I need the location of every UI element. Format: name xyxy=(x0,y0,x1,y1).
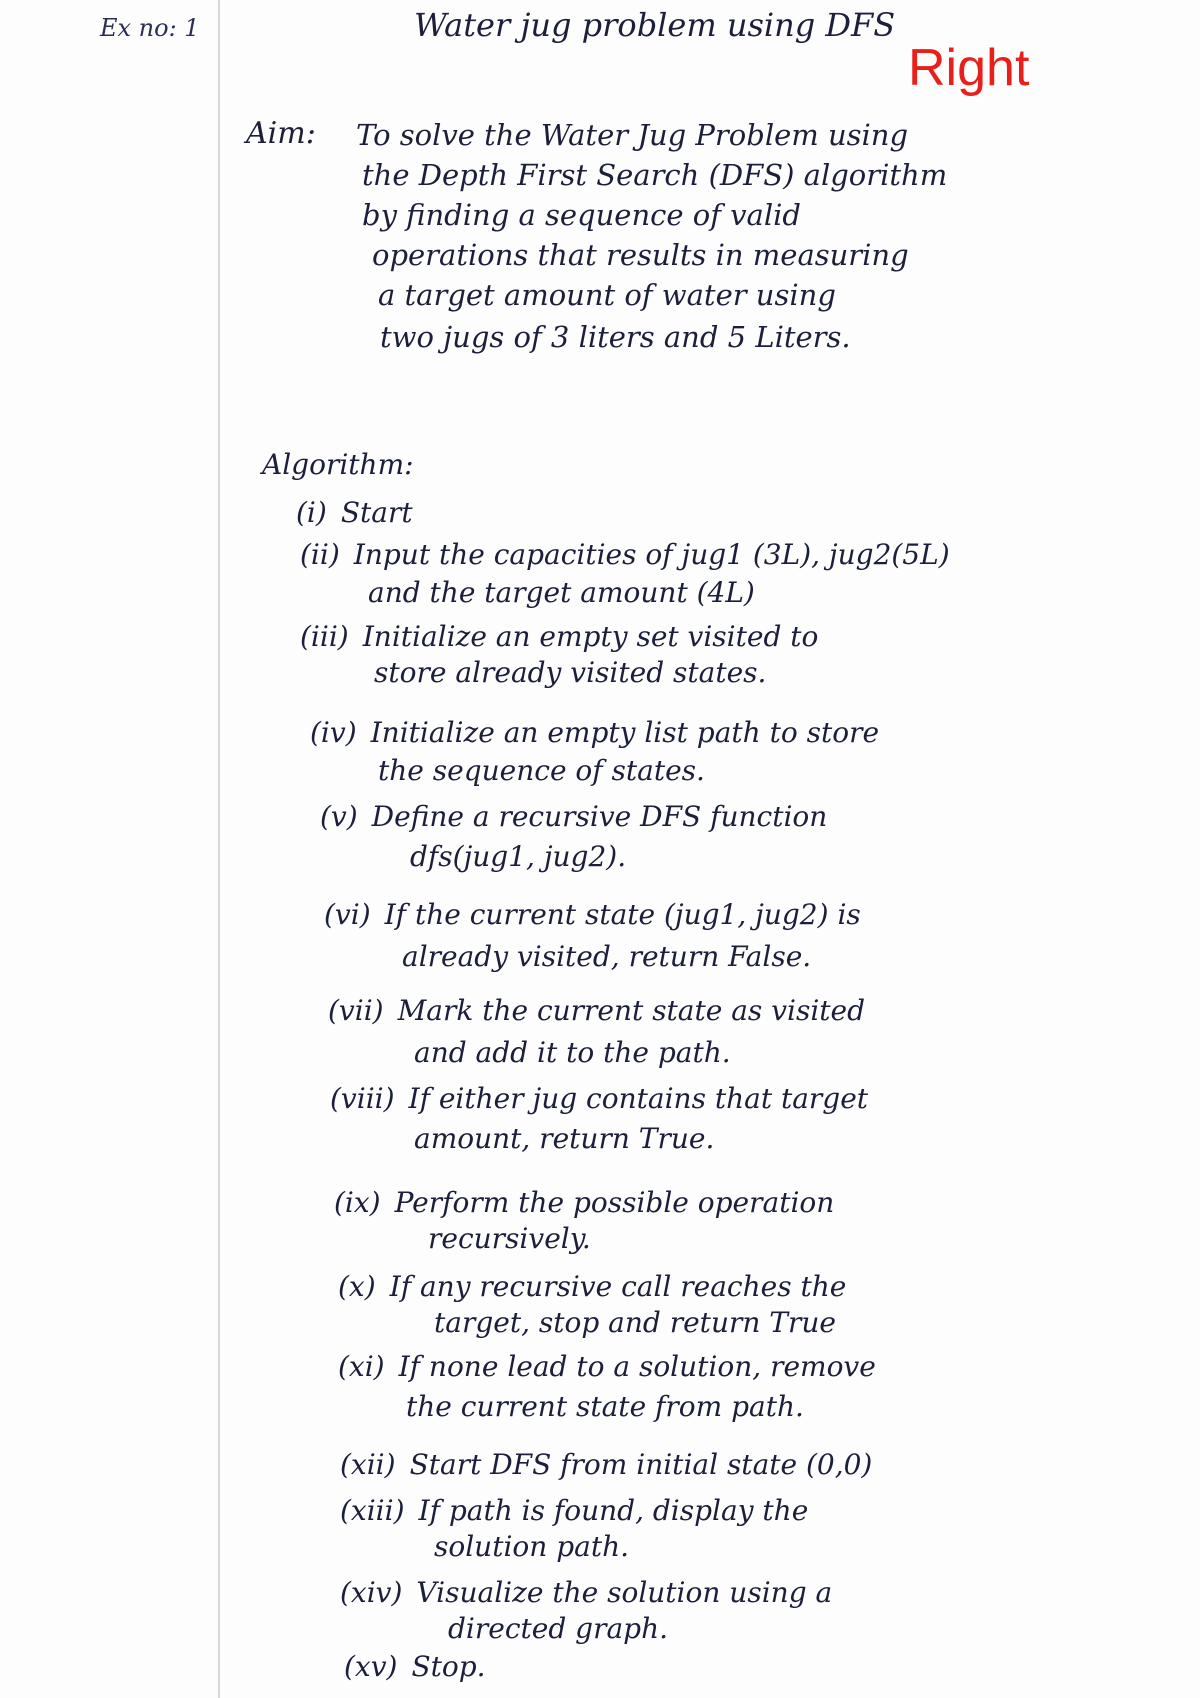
step-text: the current state from path. xyxy=(406,1390,804,1423)
algorithm-step xyxy=(320,800,827,833)
step-text: Input the capacities of jug1 (3L), jug2(5L) xyxy=(353,538,950,571)
algorithm-step xyxy=(340,1494,808,1527)
aim-line: operations that results in measuring xyxy=(372,238,909,272)
aim-line: the Depth First Search (DFS) algorithm xyxy=(362,158,948,192)
algorithm-step xyxy=(344,1650,486,1683)
algorithm-step xyxy=(310,716,879,749)
algorithm-step xyxy=(338,1350,876,1383)
step-text: dfs(jug1, jug2). xyxy=(410,840,627,873)
step-number: (x) xyxy=(338,1270,376,1303)
step-text: Start DFS from initial state (0,0) xyxy=(409,1448,873,1481)
algorithm-step xyxy=(300,620,818,653)
grading-mark: Right xyxy=(908,39,1030,97)
step-number: (xi) xyxy=(338,1350,385,1383)
algorithm-step xyxy=(296,496,413,529)
exercise-number: Ex no: 1 xyxy=(100,14,200,42)
step-number: (vi) xyxy=(324,898,371,931)
aim-label: Aim: xyxy=(246,116,316,151)
aim-line: To solve the Water Jug Problem using xyxy=(356,118,909,152)
step-number: (ix) xyxy=(334,1186,381,1219)
algorithm-step xyxy=(328,994,865,1027)
step-text: target, stop and return True xyxy=(434,1306,836,1339)
step-number: (v) xyxy=(320,800,358,833)
step-number: (xiv) xyxy=(340,1576,403,1609)
step-text: Initialize an empty list path to store xyxy=(370,716,880,749)
step-text: If any recursive call reaches the xyxy=(389,1270,847,1303)
step-text: Stop. xyxy=(411,1650,486,1683)
step-text: solution path. xyxy=(434,1530,630,1563)
step-number: (viii) xyxy=(330,1082,395,1115)
algorithm-heading: Algorithm: xyxy=(262,448,414,481)
algorithm-step xyxy=(334,1186,834,1219)
aim-line: by finding a sequence of valid xyxy=(362,198,801,232)
step-text: If either jug contains that target xyxy=(408,1082,869,1115)
step-text: Perform the possible operation xyxy=(394,1186,835,1219)
page-title: Water jug problem using DFS xyxy=(414,6,896,44)
step-text: If the current state (jug1, jug2) is xyxy=(384,898,861,931)
step-text: Start xyxy=(340,496,413,529)
step-number: (iv) xyxy=(310,716,357,749)
algorithm-step xyxy=(340,1448,872,1481)
step-number: (xii) xyxy=(340,1448,396,1481)
algorithm-step xyxy=(338,1270,846,1303)
step-text: the sequence of states. xyxy=(378,754,705,787)
aim-line: two jugs of 3 liters and 5 Liters. xyxy=(380,320,851,354)
step-text: Mark the current state as visited xyxy=(397,994,866,1027)
step-number: (vii) xyxy=(328,994,384,1027)
algorithm-step xyxy=(324,898,861,931)
step-text: If path is found, display the xyxy=(418,1494,809,1527)
step-text: Initialize an empty set visited to xyxy=(362,620,819,653)
step-text: If none lead to a solution, remove xyxy=(398,1350,876,1383)
aim-line: a target amount of water using xyxy=(378,278,836,312)
algorithm-step xyxy=(340,1576,832,1609)
algorithm-step xyxy=(300,538,950,571)
step-text: Visualize the solution using a xyxy=(416,1576,833,1609)
margin-line xyxy=(218,0,220,1698)
step-text: already visited, return False. xyxy=(402,940,812,973)
step-text: and the target amount (4L) xyxy=(368,576,755,609)
step-number: (iii) xyxy=(300,620,349,653)
step-text: and add it to the path. xyxy=(414,1036,731,1069)
step-text: directed graph. xyxy=(448,1612,669,1645)
step-text: recursively. xyxy=(428,1222,591,1255)
step-text: store already visited states. xyxy=(374,656,767,689)
step-text: Define a recursive DFS function xyxy=(371,800,828,833)
step-text: amount, return True. xyxy=(414,1122,715,1155)
step-number: (ii) xyxy=(300,538,340,571)
step-number: (i) xyxy=(296,496,327,529)
step-number: (xiii) xyxy=(340,1494,405,1527)
algorithm-step xyxy=(330,1082,868,1115)
step-number: (xv) xyxy=(344,1650,398,1683)
